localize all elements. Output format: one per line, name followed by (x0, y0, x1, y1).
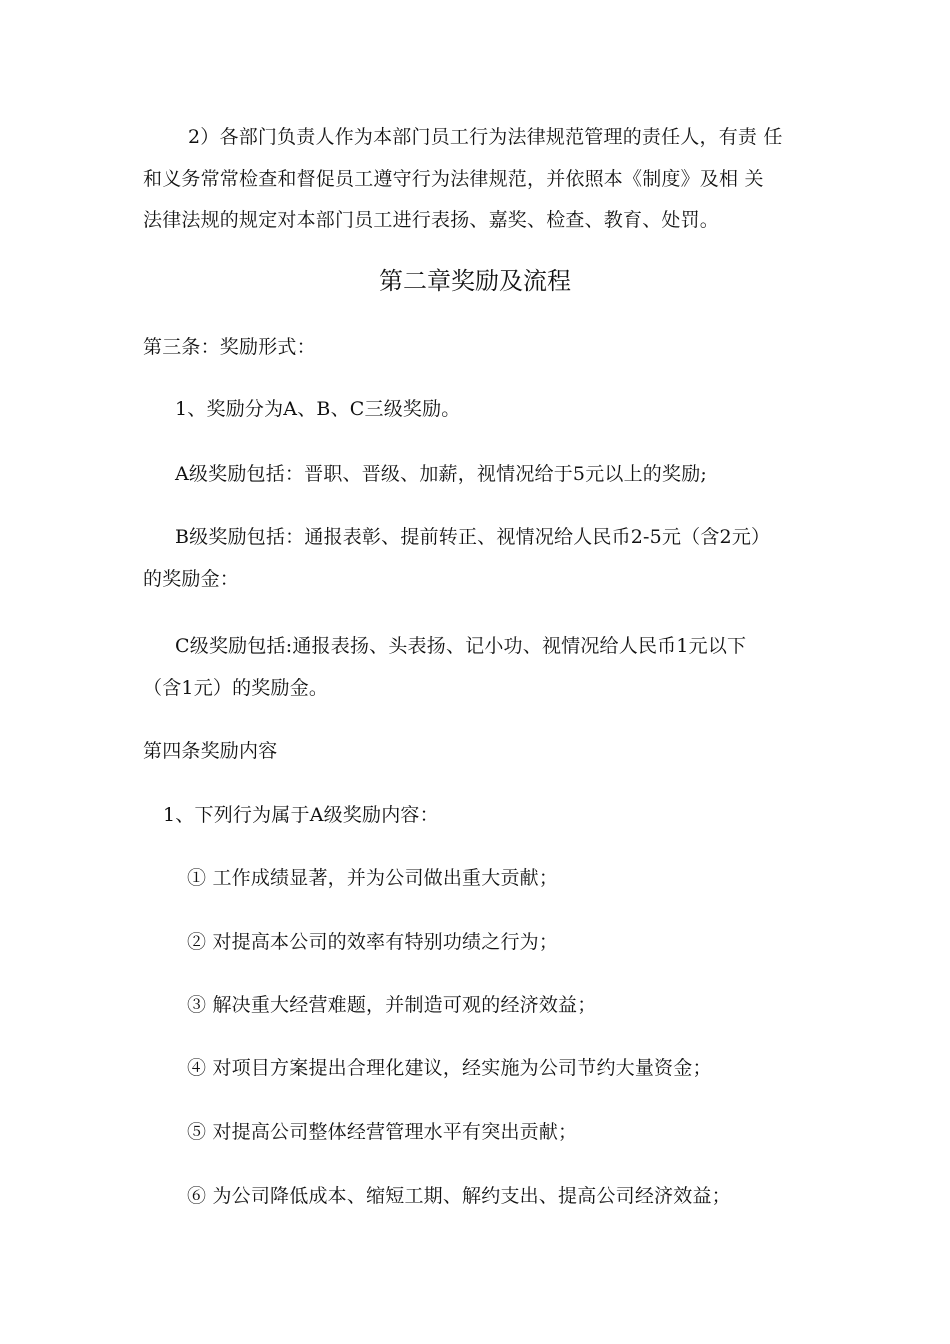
grade-b-line2: 的奖励金： (143, 568, 240, 590)
list-item: ③ 解决重大经营难题，并制造可观的经济效益； (187, 994, 597, 1016)
list-item: ① 工作成绩显著，并为公司做出重大贡献； (187, 867, 559, 889)
article4-item1: 1、下列行为属于A级奖励内容： (163, 804, 439, 826)
grade-b-line1: B级奖励包括：通报表彰、提前转正、视情况给人民币2-5元（含2元） (175, 526, 771, 548)
list-item: ④ 对项目方案提出合理化建议，经实施为公司节约大量资金； (187, 1057, 712, 1079)
grade-c-line1: C级奖励包括:通报表扬、头表扬、记小功、视情况给人民币1元以下 (175, 635, 747, 657)
list-item: ⑤ 对提高公司整体经营管理水平有突出贡献； (187, 1121, 578, 1143)
article4-title: 第四条奖励内容 (143, 740, 278, 762)
para1-line1: 2）各部门负责人作为本部门员工行为法律规范管理的责任人，有责 任 (188, 126, 783, 148)
chapter-title: 第二章奖励及流程 (379, 267, 571, 295)
article3-title: 第三条：奖励形式： (143, 336, 316, 358)
para1-line3: 法律法规的规定对本部门员工进行表扬、嘉奖、检查、教育、处罚。 (143, 209, 720, 231)
grade-c-line2: （含1元）的奖励金。 (143, 677, 329, 699)
para1-line2: 和义务常常检查和督促员工遵守行为法律规范，并依照本《制度》及相 关 (143, 168, 764, 190)
grade-a-line: A级奖励包括：晋职、晋级、加薪，视情况给于5元以上的奖励; (175, 463, 708, 485)
article3-item1: 1、奖励分为A、B、C三级奖励。 (175, 398, 461, 420)
list-item: ② 对提高本公司的效率有特别功绩之行为； (187, 931, 559, 953)
list-item: ⑥ 为公司降低成本、缩短工期、解约支出、提高公司经济效益； (187, 1185, 731, 1207)
